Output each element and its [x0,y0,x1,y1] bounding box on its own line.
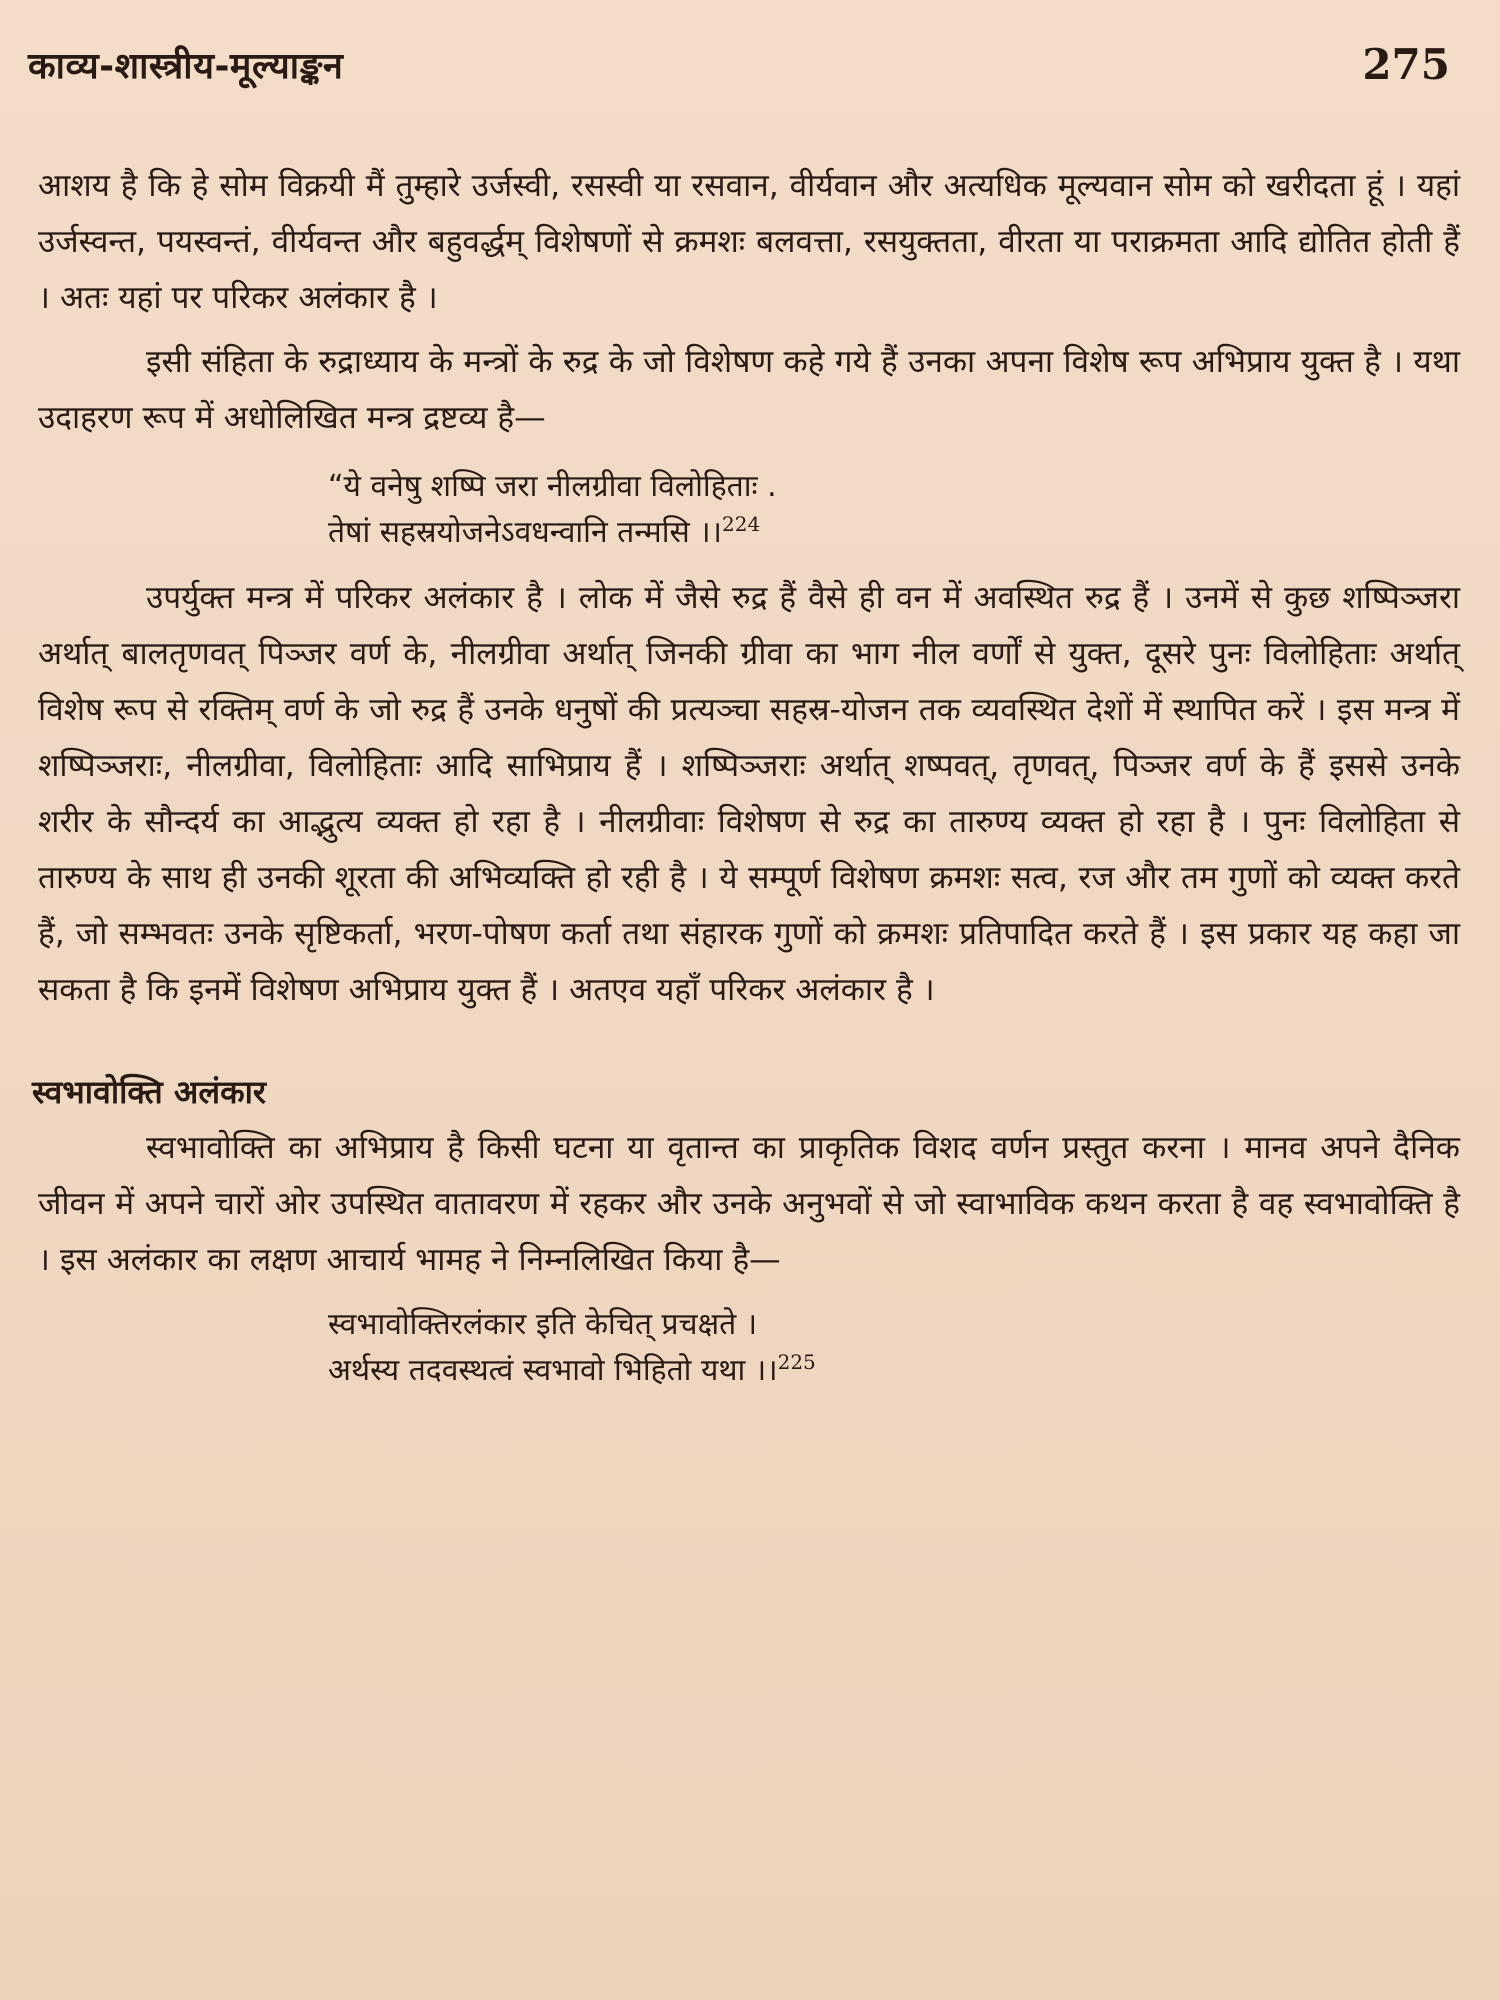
paragraph-2: इसी संहिता के रुद्राध्याय के मन्त्रों के रुद्र के जो विशेषण कहे गये हैं उनका अपना विशेष रूप अभिप्राय युक्त है । यथा उदाहरण रूप में अधोलिखित मन्त्र द्रष्टव्य है— [38,344,1460,436]
verse-2-line-1: स्वभावोक्तिरलंकार इति केचित् प्रचक्षते । [328,1307,758,1342]
footnote-ref-224: 224 [722,512,761,536]
page-number: 275 [1362,40,1450,89]
running-title: काव्य-शास्त्रीय-मूल्याङ्कन [28,46,344,87]
verse-1-line-2-wrap [328,510,1460,556]
verse-1-line-1: “ये वनेषु शष्पि जरा नीलग्रीवा विलोहिताः . [328,469,777,504]
paragraph-1: आशय है कि हे सोम विक्रयी मैं तुम्हारे उर्जस्वी, रसस्वी या रसवान, वीर्यवान और अत्यधिक मूल्यवान सोम को खरीदता हूं । यहां उर्जस्वन्त, पयस्वन्तं, वीर्यवन्त और बहुवर्द्धम् विशेषणों से क्रमशः बलवत्ता, रसयुक्तता, वीरता या पराक्रमता आदि द्योतित होती हैं । अतः यहां पर परिकर अलंकार है । [38,168,1460,316]
verse-block-1 [38,464,1460,556]
section-heading: स्वभावोक्ति अलंकार [32,1073,267,1111]
paragraph-3: उपर्युक्त मन्त्र में परिकर अलंकार है । लोक में जैसे रुद्र हैं वैसे ही वन में अवस्थित रुद्र हैं । उनमें से कुछ शष्पिञ्जरा अर्थात् बालतृणवत् पिञ्जर वर्ण के, नीलग्रीवा अर्थात् जिनकी ग्रीवा का भाग नील वर्णों से युक्त, दूसरे पुनः विलोहिताः अर्थात् विशेष रूप से रक्तिम् वर्ण के जो रुद्र हैं उनके धनुषों की प्रत्यञ्चा सहस्र-योजन तक व्यवस्थित देशों में स्थापित करें । इस मन्त्र में शष्पिञ्जराः, नीलग्रीवा, विलोहिताः आदि साभिप्राय हैं । शष्पिञ्जराः अर्थात् शष्पवत्, तृणवत्, पिञ्जर वर्ण के हैं इससे उनके शरीर के सौन्दर्य का आद्भुत्य व्यक्त हो रहा है । नीलग्रीवाः विशेषण से रुद्र का तारुण्य व्यक्त हो रहा है । पुनः विलोहिता से तारुण्य के साथ ही उनकी शूरता की अभिव्यक्ति हो रही है । ये सम्पूर्ण विशेषण क्रमशः सत्व, रज और तम गुणों को व्यक्त करते हैं, जो सम्भवतः उनके सृष्टिकर्ता, भरण-पोषण कर्ता तथा संहारक गुणों को क्रमशः प्रतिपादित करते हैं । इस प्रकार यह कहा जा सकता है कि इनमें विशेषण अभिप्राय युक्त हैं । अतएव यहाँ परिकर अलंकार है । [38,580,1460,1008]
running-header [28,40,1450,100]
verse-2-line-2: अर्थस्य तदवस्थत्वं स्वभावो भिहितो यथा ।। [328,1353,778,1388]
verse-1-line-2: तेषां सहस्रयोजनेऽवधन्वानि तन्मसि ।। [328,515,723,550]
paragraph-4: स्वभावोक्ति का अभिप्राय है किसी घटना या वृतान्त का प्राकृतिक विशद वर्णन प्रस्तुत करना । मानव अपने दैनिक जीवन में अपने चारों ओर उपस्थित वातावरण में रहकर और उनके अनुभवों से जो स्वाभाविक कथन करता है वह स्वभावोक्ति है । इस अलंकार का लक्षण आचार्य भामह ने निम्नलिखित किया है— [38,1130,1460,1278]
verse-2-line-2-wrap [328,1348,1460,1394]
page-body [32,158,1460,1394]
footnote-ref-225: 225 [777,1350,816,1374]
verse-block-2 [38,1302,1460,1394]
